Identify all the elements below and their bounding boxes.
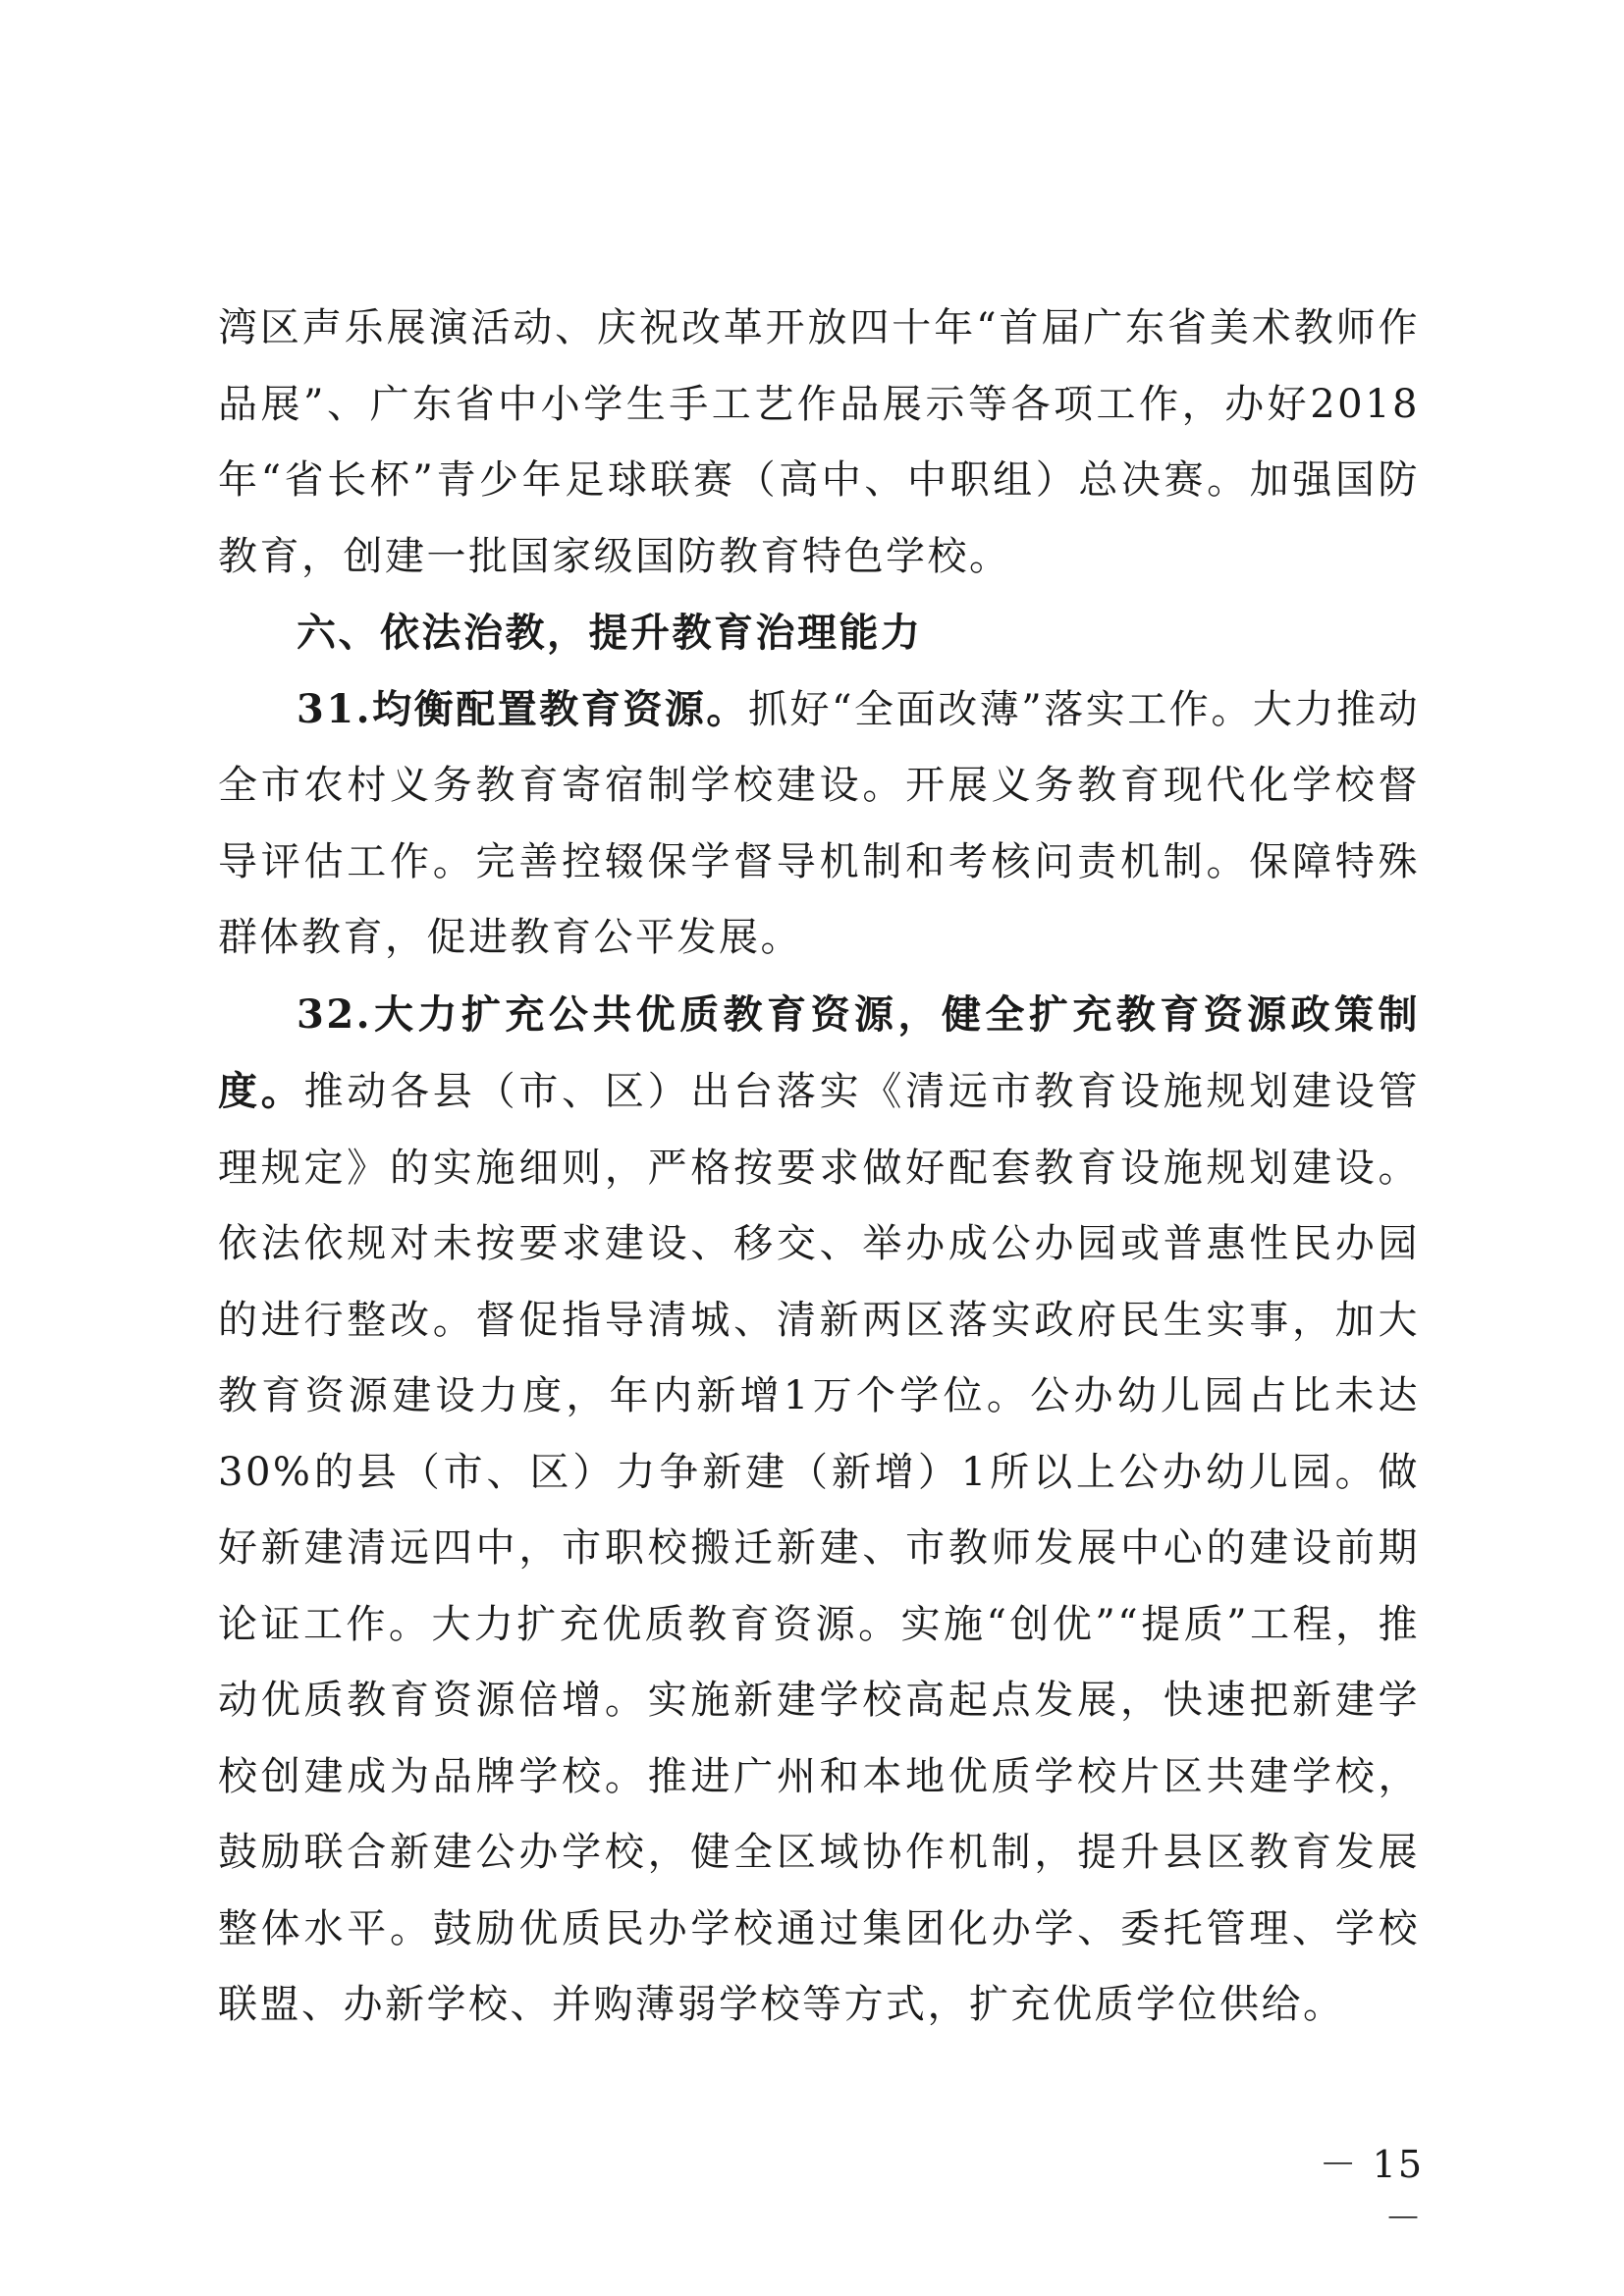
item-32-title: 32.大力扩充公共优质教育资源，健全扩充教育资源政策制度。 bbox=[218, 990, 1420, 1114]
paragraph-item-32 bbox=[218, 977, 1420, 2044]
document-body bbox=[218, 291, 1420, 2044]
item-31-title: 31.均衡配置教育资源。 bbox=[297, 685, 748, 732]
page-number: － 15 － bbox=[1319, 2143, 1424, 2240]
item-31-body: 抓好“全面改薄”落实工作。大力推动全市农村义务教育寄宿制学校建设。开展义务教育现代化学校督导评估工作。完善控辍保学督导机制和考核问责机制。保障特殊群体教育，促进教育公平发展。 bbox=[218, 686, 1420, 960]
paragraph-item-31 bbox=[218, 671, 1420, 977]
item-32-body: 推动各县（市、区）出台落实《清远市教育设施规划建设管理规定》的实施细则，严格按要求做好配套教育设施规划建设。依法依规对未按要求建设、移交、举办成公办园或普惠性民办园的进行整改。督促指导清城、清新两区落实政府民生实事，加大教育资源建设力度，年内新增1万个学位。公办幼儿园占比未达30%的县（市、区）力争新建（新增）1所以上公办幼儿园。做好新建清远四中，市职校搬迁新建、市教师发展中心的建设前期论证工作。大力扩充优质教育资源。实施“创优”“提质”工程，推动优质教育资源倍增。实施新建学校高起点发展，快速把新建学校创建成为品牌学校。推进广州和本地优质学校片区共建学校，鼓励联合新建公办学校，健全区域协作机制，提升县区教育发展整体水平。鼓励优质民办学校通过集团化办学、委托管理、学校联盟、办新学校、并购薄弱学校等方式，扩充优质学位供给。 bbox=[218, 1069, 1421, 2027]
paragraph-continued: 湾区声乐展演活动、庆祝改革开放四十年“首届广东省美术教师作品展”、广东省中小学生手工艺作品展示等各项工作，办好2018年“省长杯”青少年足球联赛（高中、中职组）总决赛。加强国防教育，创建一批国家级国防教育特色学校。 bbox=[218, 305, 1420, 579]
section-heading: 六、依法治教，提升教育治理能力 bbox=[297, 610, 923, 656]
